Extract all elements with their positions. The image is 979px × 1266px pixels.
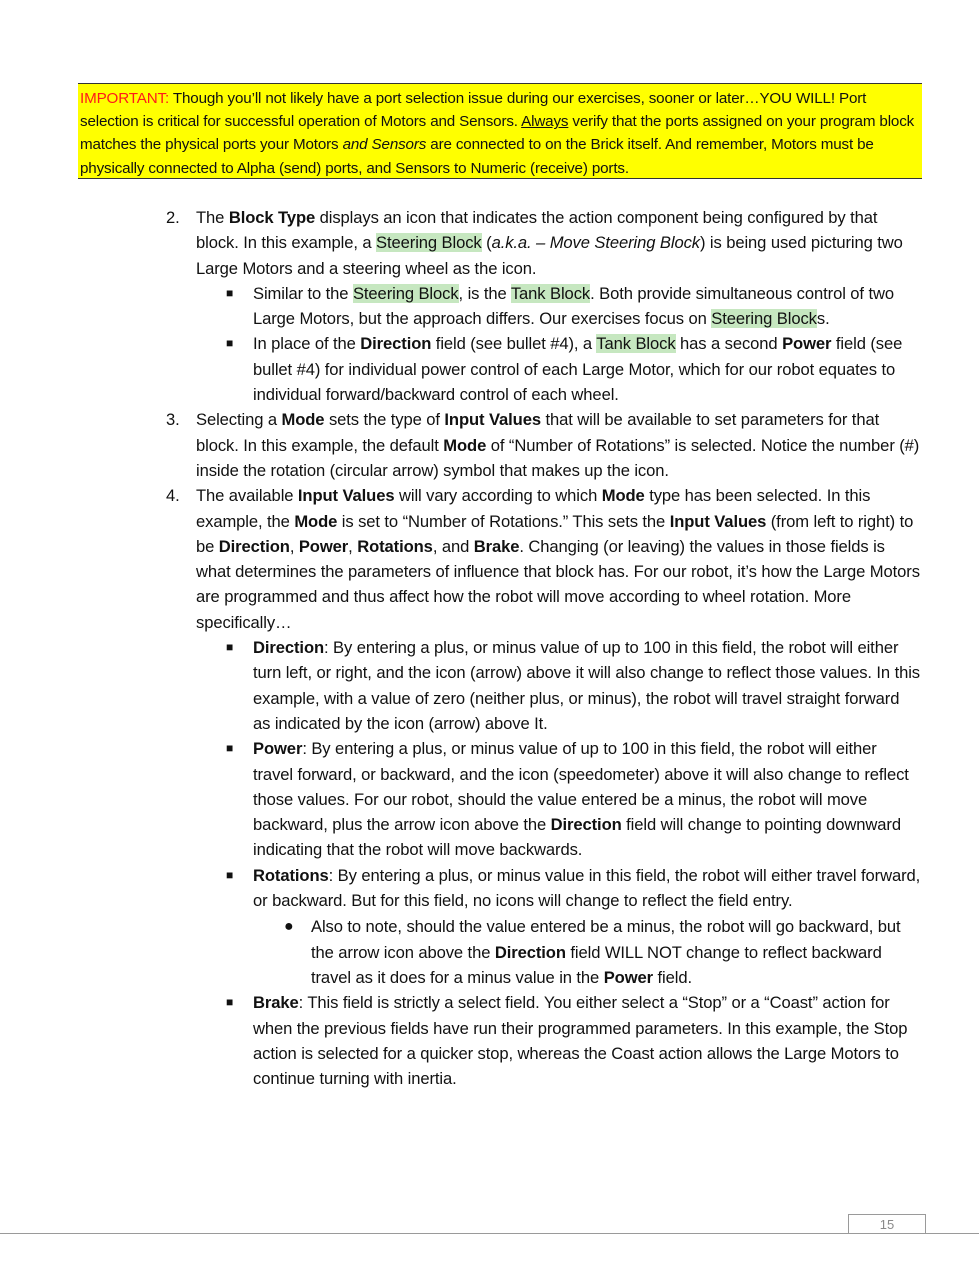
text: Also to note, should the value entered be a minus, the robot will go backward, but the arrow icon above the [311, 917, 901, 962]
text: will vary according to which [394, 486, 602, 506]
term-input-values: Input Values [297, 486, 395, 506]
text: . Changing (or leaving) the values in those fields is what determines the parameters of influence that block has. For our robot, it’s how the Large Motors are programmed and thus affect how the robot will move according to wheel rotation. More specifically… [196, 536, 920, 632]
term-input-values: Input Values [669, 511, 767, 531]
term-mode: Mode [281, 410, 325, 430]
text: sets the type of [324, 410, 445, 430]
square-bullet-icon: ■ [226, 336, 234, 351]
text: . Both provide simultaneous control of two Large Motors, but the approach differs. Our exercises focus on [253, 283, 894, 329]
text: type has been selected. In this example, the [196, 486, 871, 531]
text: is set to “Number of Rotations.” This sets the [337, 511, 670, 531]
text: Selecting a [196, 410, 282, 430]
text: ) is being used picturing two Large Motors and a steering wheel as the icon. [196, 233, 903, 278]
bullet-in-place [0, 331, 979, 407]
text: In place of the [253, 334, 361, 354]
square-bullet-icon: ■ [226, 741, 234, 756]
text: . [825, 309, 830, 329]
text: : By entering a plus, or minus value in this field, the robot will either travel forward, or backward. But for this field, no icons will change to reflect the field entry. [253, 865, 921, 911]
footer-rule [0, 1233, 979, 1234]
text: , and [432, 536, 474, 556]
term-brake: Brake [473, 536, 520, 556]
term-input-values: Input Values [444, 410, 541, 430]
text: s [816, 309, 826, 329]
bullet-brake [0, 990, 979, 1091]
highlight-steering-block: Steering Block [376, 233, 482, 253]
term-direction: Direction [550, 815, 622, 835]
term-brake: Brake [253, 993, 299, 1013]
highlight-steering-blocks: Steering Block [711, 309, 817, 329]
text: , [348, 536, 358, 556]
text: field. [653, 967, 692, 987]
text: displays an icon that indicates the action component being configured by that block. In this example, a [196, 208, 878, 253]
term-direction: Direction [360, 334, 432, 354]
text: field WILL NOT change to reflect backward travel as it does for a minus value in the [311, 942, 882, 987]
term-mode: Mode [443, 435, 487, 455]
text: (from left to right) to be [196, 511, 914, 556]
term-power: Power [603, 967, 654, 987]
term-direction: Direction [218, 536, 290, 556]
text: has a second [675, 334, 783, 354]
numbered-list [0, 205, 979, 1091]
square-bullet-icon: ■ [226, 640, 234, 655]
term-mode: Mode [294, 511, 338, 531]
text: that will be available to set parameters for that block. In this example, the default [196, 410, 880, 455]
text: : By entering a plus, or minus value of up to 100 in this field, the robot will either turn left, or right, and the icon (arrow) above it will also change to reflect those values. In this example, with a value of zero (neither plus, or minus), the robot will travel straight forward as indicated by the icon (arrow) above It. [253, 638, 920, 733]
term-direction: Direction [494, 942, 566, 962]
sub-bullet-note [0, 914, 979, 990]
square-bullet-icon: ■ [226, 867, 234, 882]
term-power: Power [298, 536, 349, 556]
term-direction: Direction [253, 638, 325, 658]
callout-text-2: verify that the ports assigned on your program block matches the physical ports your Motors [80, 113, 915, 154]
bullet-power [0, 736, 979, 862]
text: , is the [458, 283, 511, 303]
callout-text-3: are connected to on the Brick itself. And remember, Motors must be physically connected to Alpha (send) ports, and Sensors to Numeric (receive) ports. [80, 136, 874, 177]
page-number: 15 [848, 1214, 926, 1233]
text: field (see bullet #4), a [431, 334, 597, 354]
text: ( [481, 233, 492, 253]
text: field will change to pointing downward indicating that the robot will move backwards. [253, 815, 901, 860]
text: : By entering a plus, or minus value of up to 100 in this field, the robot will either travel forward, or backward, and the icon (speedometer) above it will also change to reflect those values. For our robot, should the value entered be a minus, the robot will move backward, plus the arrow icon above the [253, 739, 909, 835]
list-number: 2. [166, 208, 180, 227]
term-rotations: Rotations [253, 865, 329, 885]
term-rotations: Rotations [357, 536, 433, 556]
square-bullet-icon: ■ [226, 285, 234, 300]
text: field (see bullet #4) for individual power control of each Large Motor, which for our robot equates to individual forward/backward control of each wheel. [253, 334, 903, 405]
square-bullet-icon: ■ [226, 995, 234, 1010]
important-label: IMPORTANT: [80, 90, 170, 107]
callout-text-1: Though you’ll not likely have a port selection issue during our exercises, sooner or later…YOU WILL! Port selection is critical for successful operation of Motors and Sensors. [80, 90, 867, 131]
list-number: 4. [166, 486, 180, 506]
text: of “Number of Rotations” is selected. Notice the number (#) inside the rotation (circular arrow) symbol that makes up the icon. [196, 435, 920, 480]
highlight-steering-block: Steering Block [352, 283, 459, 303]
aka-text: a.k.a. – Move Steering Block [491, 233, 700, 253]
term-power: Power [253, 739, 303, 759]
text: : This field is strictly a select field. You either select a “Stop” or a “Coast” action for when the previous fields have run their programmed parameters. In this example, the Stop action is selected for a quicker stop, whereas the Coast action allows the Large Motors to continue turning with inertia. [253, 993, 908, 1089]
highlight-tank-block: Tank Block [510, 283, 591, 303]
bullet-direction [0, 635, 979, 736]
list-item-2 [0, 205, 979, 281]
bullet-rotations [0, 863, 979, 914]
term-power: Power [782, 334, 832, 354]
term-block-type: Block Type [228, 208, 316, 227]
bullet-similar [0, 281, 979, 332]
list-item-4 [0, 483, 979, 635]
text: Similar to the [253, 283, 353, 303]
text: The available [196, 486, 298, 506]
highlight-tank-block: Tank Block [596, 334, 676, 354]
important-callout [78, 83, 922, 179]
callout-always: Always [521, 113, 569, 131]
callout-and-sensors: and Sensors [342, 136, 427, 154]
text: The [196, 208, 229, 227]
list-item-3 [0, 407, 979, 483]
text: , [289, 536, 299, 556]
list-number: 3. [166, 410, 180, 430]
term-mode: Mode [601, 486, 645, 506]
dot-bullet-icon: ● [284, 918, 294, 936]
